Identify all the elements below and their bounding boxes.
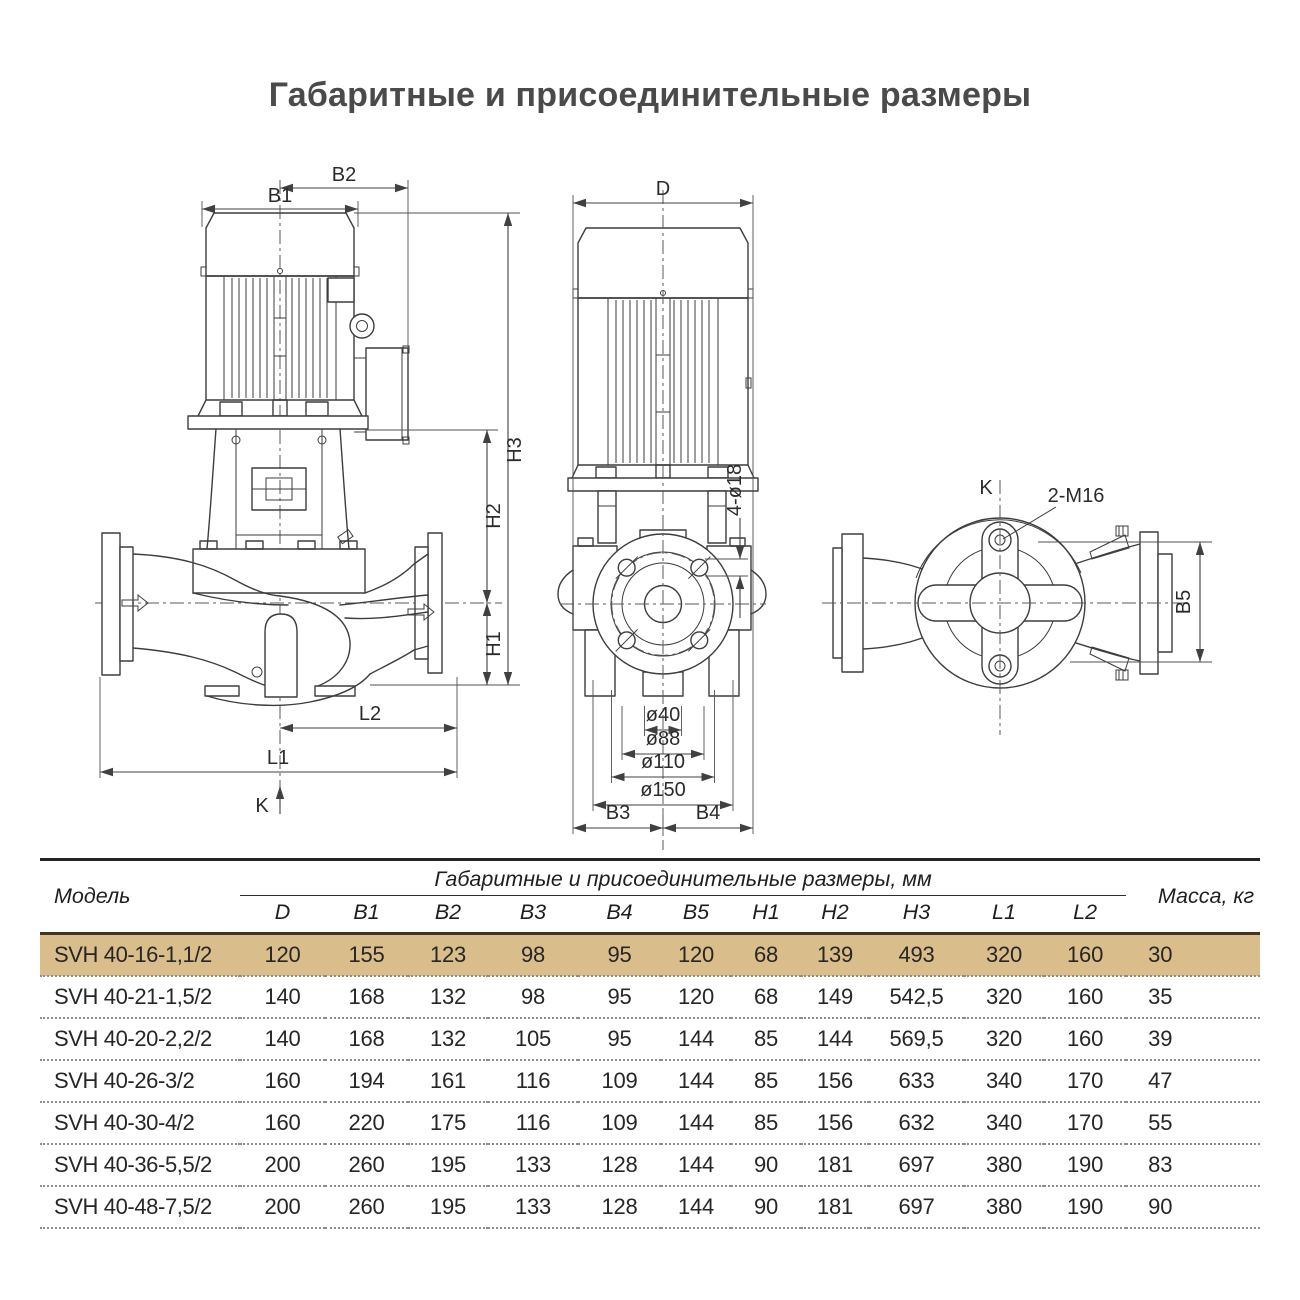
- motor-stool-plate: [188, 416, 368, 429]
- value-cell: 260: [348, 1152, 385, 1177]
- value-cell: 85: [753, 1110, 779, 1135]
- model-cell: SVH 40-36-5,5/2: [54, 1152, 212, 1177]
- mass-cell: 35: [1148, 984, 1173, 1009]
- value-cell: 155: [348, 942, 385, 967]
- dim-label: 2-M16: [1047, 485, 1105, 507]
- value-cell: 90: [753, 1194, 779, 1219]
- dim-column-header: L1: [992, 900, 1016, 924]
- value-cell: 116: [515, 1068, 551, 1093]
- value-cell: 160: [1067, 1026, 1104, 1051]
- top-view: [822, 477, 1212, 735]
- value-cell: 160: [264, 1068, 301, 1093]
- value-cell: 380: [985, 1152, 1023, 1177]
- dim-label: 4-ø18: [724, 463, 746, 517]
- model-cell: SVH 40-26-3/2: [54, 1068, 195, 1093]
- value-cell: 132: [429, 984, 467, 1009]
- value-cell: 144: [677, 1110, 715, 1135]
- dim-label: D: [655, 178, 671, 200]
- value-cell: 220: [348, 1110, 385, 1135]
- table-row: [40, 1018, 1260, 1060]
- value-cell: 133: [514, 1194, 552, 1219]
- suction-flange: [102, 533, 120, 675]
- dim-label: H3: [504, 437, 526, 463]
- model-cell: SVH 40-48-7,5/2: [54, 1194, 212, 1219]
- value-cell: 98: [520, 984, 546, 1009]
- value-cell: 160: [1067, 984, 1104, 1009]
- model-cell: SVH 40-16-1,1/2: [54, 942, 212, 967]
- motor-cap: [578, 228, 748, 298]
- mass-cell: 39: [1148, 1026, 1173, 1051]
- value-cell: 260: [348, 1194, 385, 1219]
- value-cell: 161: [429, 1068, 467, 1093]
- value-cell: 120: [264, 942, 301, 967]
- dim-label: ø88: [645, 728, 681, 750]
- dim-label: ø150: [640, 779, 686, 801]
- model-column-header: Модель: [54, 884, 131, 908]
- value-cell: 170: [1067, 1068, 1104, 1093]
- value-cell: 120: [677, 942, 715, 967]
- value-cell: 320: [985, 942, 1023, 967]
- value-cell: 697: [898, 1152, 935, 1177]
- dim-label: ø40: [645, 704, 681, 726]
- dim-column-header: H2: [821, 900, 849, 924]
- table-row: [40, 1102, 1260, 1144]
- value-cell: 320: [985, 1026, 1023, 1051]
- value-cell: 149: [816, 984, 854, 1009]
- value-cell: 144: [816, 1026, 854, 1051]
- value-cell: 95: [607, 984, 632, 1009]
- value-cell: 140: [264, 1026, 301, 1051]
- model-cell: SVH 40-30-4/2: [54, 1110, 195, 1135]
- value-cell: 194: [348, 1068, 385, 1093]
- value-cell: 144: [677, 1152, 715, 1177]
- terminal-cover: [328, 278, 354, 302]
- value-cell: 697: [898, 1194, 935, 1219]
- value-cell: 85: [753, 1026, 779, 1051]
- dim-column-header: L2: [1073, 900, 1098, 924]
- value-cell: 105: [514, 1026, 552, 1051]
- dim-column-header: B2: [434, 900, 462, 924]
- value-cell: 123: [429, 942, 467, 967]
- dim-label: H1: [483, 631, 505, 657]
- value-cell: 633: [898, 1068, 935, 1093]
- dim-label: B1: [267, 185, 293, 207]
- table-body: [40, 934, 1260, 1229]
- dim-label: B2: [331, 164, 357, 186]
- value-cell: 190: [1067, 1152, 1104, 1177]
- value-cell: 128: [601, 1194, 638, 1219]
- model-cell: SVH 40-20-2,2/2: [54, 1026, 212, 1051]
- value-cell: 160: [1067, 942, 1104, 967]
- value-cell: 542,5: [889, 984, 944, 1009]
- value-cell: 632: [898, 1110, 935, 1135]
- value-cell: 200: [264, 1152, 301, 1177]
- mass-cell: 90: [1148, 1194, 1173, 1219]
- table-row: [40, 1060, 1260, 1102]
- dim-label: L1: [266, 747, 290, 769]
- value-cell: 144: [677, 1068, 715, 1093]
- mass-column-header: Масса, кг: [1157, 884, 1255, 908]
- value-cell: 168: [348, 984, 385, 1009]
- model-cell: SVH 40-21-1,5/2: [54, 984, 212, 1009]
- value-cell: 340: [985, 1068, 1023, 1093]
- dimensional-drawings: [40, 150, 1260, 860]
- discharge-flange: [428, 533, 442, 673]
- table-row: [40, 934, 1260, 977]
- value-cell: 195: [429, 1194, 467, 1219]
- value-cell: 132: [429, 1026, 467, 1051]
- dim-label: B5: [1173, 589, 1195, 615]
- dim-label: B3: [605, 802, 631, 824]
- value-cell: 168: [348, 1026, 385, 1051]
- dim-column-header: D: [274, 900, 291, 924]
- dim-label: L2: [358, 703, 382, 725]
- dim-column-header: H1: [752, 900, 780, 924]
- value-cell: 109: [601, 1110, 638, 1135]
- dim-label: K: [979, 477, 993, 499]
- lifting-eye-icon: [350, 314, 374, 338]
- value-cell: 320: [985, 984, 1023, 1009]
- side-view: [558, 178, 766, 850]
- dim-label: ø110: [640, 751, 686, 773]
- dim-label: B4: [695, 802, 721, 824]
- value-cell: 116: [515, 1110, 551, 1135]
- volute-boss: [265, 614, 297, 697]
- value-cell: 68: [753, 942, 779, 967]
- value-cell: 95: [607, 1026, 632, 1051]
- mass-cell: 30: [1148, 942, 1173, 967]
- dim-column-header: B4: [606, 900, 633, 924]
- value-cell: 181: [816, 1152, 854, 1177]
- value-cell: 120: [677, 984, 715, 1009]
- value-cell: 340: [985, 1110, 1023, 1135]
- value-cell: 156: [816, 1068, 854, 1093]
- table-row: [40, 1186, 1260, 1228]
- dim-column-header: B1: [353, 900, 380, 924]
- mass-cell: 83: [1148, 1152, 1173, 1177]
- dim-column-header: H3: [902, 900, 931, 924]
- value-cell: 95: [607, 942, 632, 967]
- dim-column-header: B5: [682, 900, 710, 924]
- value-cell: 160: [264, 1110, 301, 1135]
- value-cell: 68: [753, 984, 779, 1009]
- table-row: [40, 976, 1260, 1018]
- value-cell: 98: [520, 942, 546, 967]
- mass-cell: 47: [1148, 1068, 1173, 1093]
- front-view: [95, 164, 526, 817]
- mass-cell: 55: [1148, 1110, 1173, 1135]
- value-cell: 175: [429, 1110, 467, 1135]
- dim-label: K: [255, 795, 269, 817]
- value-cell: 181: [816, 1194, 854, 1219]
- dim-column-header: B3: [519, 900, 547, 924]
- value-cell: 133: [514, 1152, 552, 1177]
- value-cell: 144: [677, 1194, 715, 1219]
- pump-flange-block: [193, 549, 365, 593]
- value-cell: 190: [1067, 1194, 1104, 1219]
- table-row: [40, 1144, 1260, 1186]
- value-cell: 195: [429, 1152, 467, 1177]
- value-cell: 144: [677, 1026, 715, 1051]
- dimensions-span-header: Габаритные и присоединительные размеры, мм: [240, 861, 1126, 896]
- value-cell: 140: [264, 984, 301, 1009]
- value-cell: 170: [1067, 1110, 1104, 1135]
- value-cell: 139: [816, 942, 854, 967]
- value-cell: 380: [985, 1194, 1023, 1219]
- value-cell: 156: [816, 1110, 854, 1135]
- page-title: Габаритные и присоединительные размеры: [268, 76, 1032, 114]
- value-cell: 200: [264, 1194, 301, 1219]
- dim-label: H2: [483, 503, 505, 529]
- value-cell: 90: [753, 1152, 779, 1177]
- value-cell: 85: [753, 1068, 779, 1093]
- value-cell: 128: [601, 1152, 638, 1177]
- dimensions-table: [40, 858, 1260, 1229]
- value-cell: 109: [601, 1068, 638, 1093]
- value-cell: 569,5: [889, 1026, 944, 1051]
- value-cell: 493: [898, 942, 935, 967]
